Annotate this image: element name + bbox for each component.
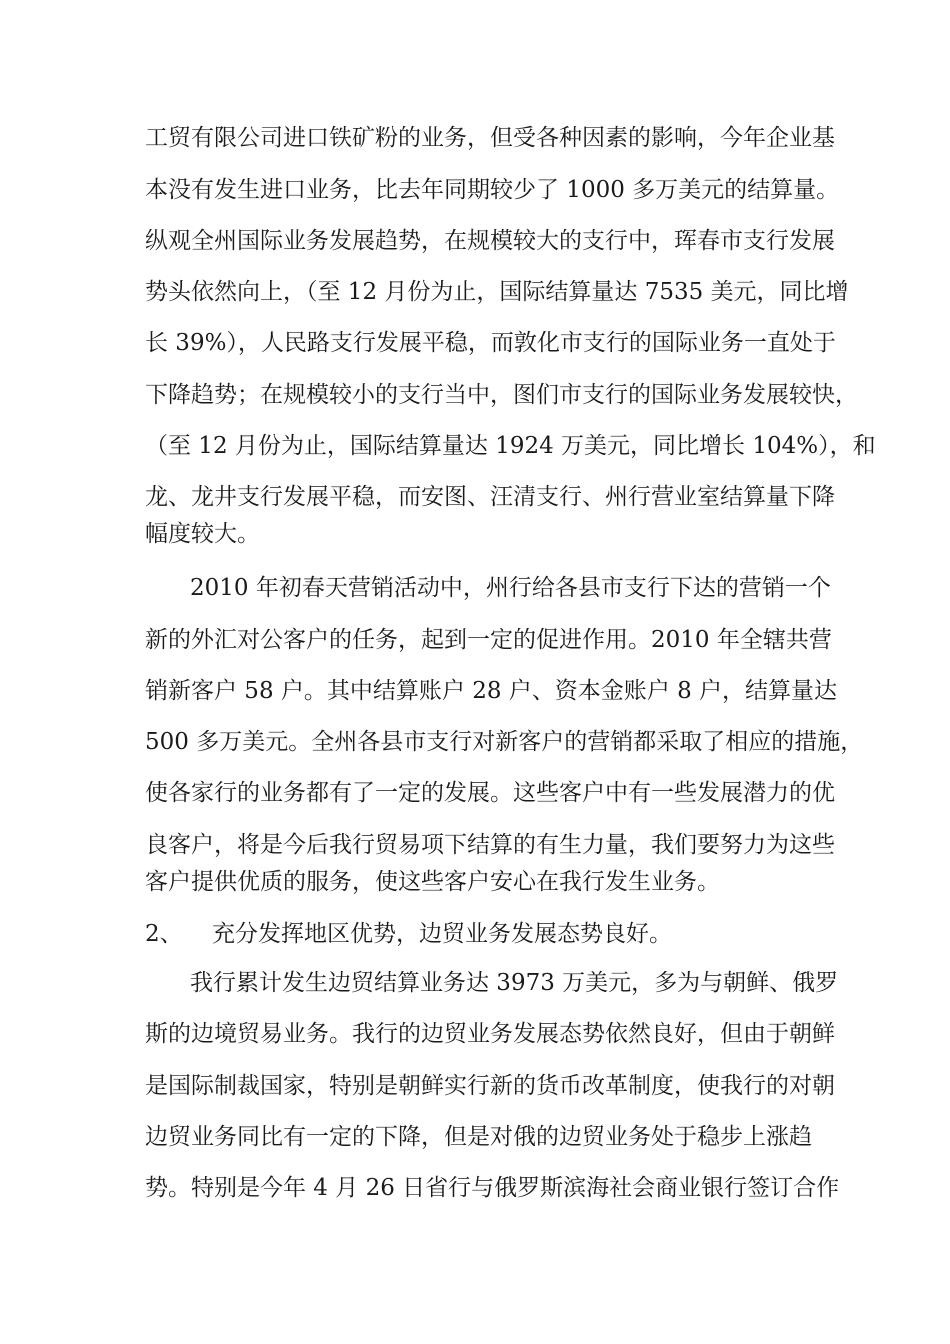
text-line: 下降趋势；在规模较小的支行当中，图们市支行的国际业务发展较快， xyxy=(145,382,858,408)
text-line: 长 39%），人民路支行发展平稳，而敦化市支行的国际业务一直处于 xyxy=(145,330,836,356)
text-line: 势。特别是今年 4 月 26 日省行与俄罗斯滨海社会商业银行签订合作 xyxy=(145,1175,840,1201)
text-line: 本没有发生进口业务，比去年同期较少了 1000 多万美元的结算量。 xyxy=(145,177,840,203)
text-line: （至 12 月份为止，国际结算量达 1924 万美元，同比增长 104%），和 xyxy=(145,433,876,459)
text-line: 斯的边境贸易业务。我行的边贸业务发展态势依然良好，但由于朝鲜 xyxy=(145,1021,835,1047)
text-line: 工贸有限公司进口铁矿粉的业务，但受各种因素的影响，今年企业基 xyxy=(145,125,835,151)
text-line: 客户提供优质的服务，使这些客户安心在我行发生业务。 xyxy=(145,869,720,895)
text-line: 500 多万美元。全州各县市支行对新客户的营销都采取了相应的措施， xyxy=(145,729,864,755)
text-line: 我行累计发生边贸结算业务达 3973 万美元，多为与朝鲜、俄罗 xyxy=(190,970,839,996)
text-line: 势头依然向上，（至 12 月份为止，国际结算量达 7535 美元，同比增 xyxy=(145,279,849,305)
section-number: 2、 xyxy=(145,921,183,947)
section-heading: 充分发挥地区优势，边贸业务发展态势良好。 xyxy=(212,921,672,947)
text-line: 2010 年初春天营销活动中，州行给各县市支行下达的营销一个 xyxy=(190,575,831,601)
text-line: 边贸业务同比有一定的下降，但是对俄的边贸业务处于稳步上涨趋 xyxy=(145,1124,812,1150)
text-line: 龙、龙井支行发展平稳，而安图、汪清支行、州行营业室结算量下降 xyxy=(145,484,835,510)
text-line: 良客户，将是今后我行贸易项下结算的有生力量，我们要努力为这些 xyxy=(145,832,835,858)
text-line: 是国际制裁国家，特别是朝鲜实行新的货币改革制度，使我行的对朝 xyxy=(145,1073,835,1099)
text-line: 新的外汇对公客户的任务，起到一定的促进作用。2010 年全辖共营 xyxy=(145,627,832,653)
text-line: 销新客户 58 户。其中结算账户 28 户、资本金账户 8 户，结算量达 xyxy=(145,678,838,704)
text-line: 纵观全州国际业务发展趋势，在规模较大的支行中，珲春市支行发展 xyxy=(145,228,835,254)
text-line: 使各家行的业务都有了一定的发展。这些客户中有一些发展潜力的优 xyxy=(145,780,835,806)
text-line: 幅度较大。 xyxy=(145,521,260,547)
